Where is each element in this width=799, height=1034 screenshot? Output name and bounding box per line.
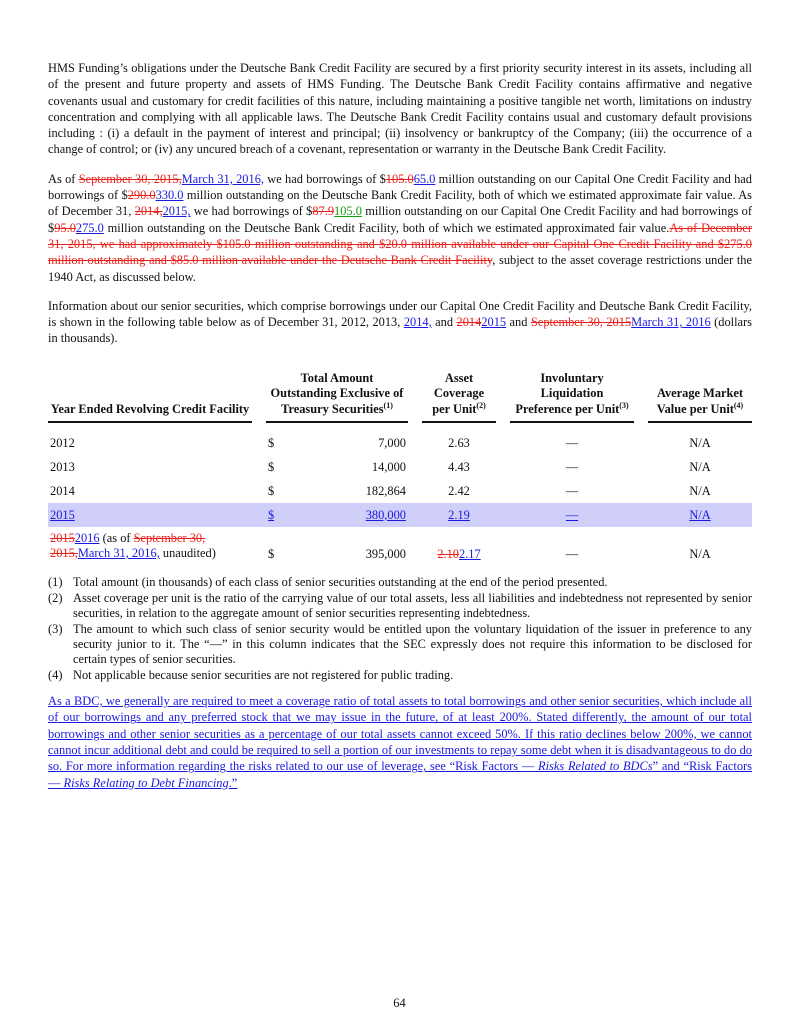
deleted-text: 2015 bbox=[50, 531, 75, 546]
text: we had borrowings of $ bbox=[263, 171, 386, 186]
spacer bbox=[634, 503, 648, 527]
inserted-text: ” and “Risk Factors — bbox=[48, 759, 752, 790]
deleted-text: 2014, bbox=[134, 204, 163, 219]
inserted-text-italic: Risks Relating to Debt Financing bbox=[63, 775, 229, 790]
footnote-number: (3) bbox=[48, 621, 63, 636]
text: and bbox=[506, 315, 531, 330]
spacer bbox=[496, 479, 510, 503]
spacer bbox=[408, 503, 422, 527]
cell-coverage: 2.63 bbox=[448, 435, 470, 450]
spacer bbox=[252, 371, 266, 424]
deleted-text: 2014 bbox=[456, 315, 482, 330]
footnote-ref: (2) bbox=[476, 400, 486, 410]
cell-market bbox=[648, 503, 752, 527]
paragraph-senior-securities-intro bbox=[48, 298, 752, 347]
deleted-text: 105.0 bbox=[385, 171, 414, 186]
text: and bbox=[431, 315, 457, 330]
footnote-text: Not applicable because senior securities are not registered for public trading. bbox=[73, 667, 454, 682]
spacer bbox=[252, 503, 266, 527]
paragraph-borrowings bbox=[48, 171, 752, 285]
cell-coverage bbox=[422, 527, 496, 565]
spacer bbox=[634, 479, 648, 503]
inserted-text: March 31, 2016 bbox=[631, 315, 711, 330]
footnote-text: Total amount (in thousands) of each class of senior securities outstanding at the end of the period presented. bbox=[73, 575, 608, 590]
inserted-text: 105.0 bbox=[334, 204, 362, 219]
table-row-inserted bbox=[48, 503, 752, 527]
cell-currency: $ bbox=[268, 547, 275, 562]
footnote-text: The amount to which such class of senior security would be entitled upon the voluntary liquidation of the issuer in preference to any security junior to it. The “—” in this column indicates that the SEC expressly does not require this information to be disclosed for certain types of senior securities. bbox=[73, 621, 752, 667]
table-row bbox=[48, 423, 752, 455]
inserted-text-italic: Risks Related to BDCs bbox=[538, 759, 653, 774]
paragraph-bdc-coverage-ratio bbox=[48, 693, 752, 791]
text: (as of bbox=[99, 531, 134, 546]
footnote bbox=[48, 591, 752, 621]
text: million outstanding on our Capital One Credit Facility and had borrowings of $ bbox=[48, 171, 752, 203]
header-average-market-value bbox=[648, 371, 752, 424]
spacer bbox=[496, 423, 510, 455]
inserted-text: As a BDC, we generally are required to meet a coverage ratio of total assets to total borrowings and other senior securities, which include all of our borrowings and any preferred stock that we may issue in the future, of at least 200%. Stated differently, the amount of our total borrowings and other senior securities as a percentage of our total assets cannot exceed 50%. If this ratio declines below 200%, we cannot cannot incur additional debt and could be required to sell a portion of our investments to repay some debt when it is disadvantageous to do do so. For more information regarding the risks related to our use of leverage, see “Risk Factors — bbox=[48, 694, 752, 774]
deleted-text: September 30, 2015, bbox=[78, 171, 182, 186]
text: As of bbox=[48, 171, 79, 186]
spacer bbox=[408, 371, 422, 424]
inserted-text: March 31, 2016, bbox=[77, 546, 160, 561]
deleted-text: 87.9 bbox=[312, 204, 335, 219]
cell-amount: 395,000 bbox=[365, 547, 406, 562]
cell-currency: $ bbox=[268, 483, 275, 498]
header-involuntary-liquidation bbox=[510, 371, 634, 424]
spacer bbox=[496, 503, 510, 527]
header-year bbox=[48, 371, 252, 424]
cell-market: N/A bbox=[689, 483, 711, 498]
inserted-text: $ bbox=[268, 507, 275, 522]
spacer bbox=[634, 455, 648, 479]
spacer bbox=[634, 527, 648, 565]
cell-amount bbox=[290, 503, 408, 527]
header-total-amount bbox=[266, 371, 408, 424]
document-page bbox=[48, 60, 752, 804]
text: million outstanding on the Deutsche Bank Credit Facility, both of which we estimated approximate fair value. As of December 31, bbox=[48, 188, 752, 219]
cell-market: N/A bbox=[689, 459, 711, 474]
footnote-number: (1) bbox=[48, 575, 63, 590]
deleted-text: 2.10 bbox=[437, 547, 459, 562]
spacer bbox=[496, 527, 510, 565]
page-number: 64 bbox=[393, 996, 406, 1010]
text: unaudited) bbox=[159, 546, 216, 561]
cell-liquidation: — bbox=[565, 459, 579, 474]
cell-coverage: 2.42 bbox=[448, 483, 470, 498]
footnote-number: (4) bbox=[48, 667, 63, 682]
spacer bbox=[408, 479, 422, 503]
spacer bbox=[408, 423, 422, 455]
cell-year bbox=[48, 527, 252, 565]
cell-liquidation: — bbox=[565, 435, 579, 450]
inserted-text: .” bbox=[228, 775, 238, 790]
footnotes-list bbox=[48, 575, 752, 683]
header-label: Average Market Value per Unit bbox=[656, 386, 744, 416]
footnote-ref: (4) bbox=[733, 400, 744, 410]
spacer bbox=[634, 371, 648, 424]
deleted-text: 290.0 bbox=[127, 188, 156, 203]
cell-year: 2012 bbox=[50, 435, 75, 450]
cell-liquidation bbox=[510, 503, 634, 527]
deleted-text: September 30, 2015 bbox=[530, 315, 632, 330]
footnote bbox=[48, 622, 752, 668]
inserted-text: 380,000 bbox=[365, 507, 406, 522]
cell-market: N/A bbox=[689, 547, 711, 562]
paragraph-hms-funding-obligations: HMS Funding’s obligations under the Deutsche Bank Credit Facility are secured by a first priority security interest in its assets, including all of the present and future property and assets of HMS Funding. The Deutsche Bank Credit Facility contains affirmative and negative covenants usual and customary for credit facilities of this nature, including maintaining a positive tangible net worth, limitations on industry concentration and complying with all applicable laws. The Deutsche Bank Credit Facility contains usual and customary default provisions including : (i) a default in the payment of interest and principal; (ii) insolvency or bankruptcy of the Company; (iii) the occurrence of a change of control; or (iv) any uncured breach of a covenant, representation or warranty in the Deutsche Bank Credit Facility. bbox=[48, 61, 752, 157]
header-label: Total Amount Outstanding Exclusive of Treasury Securities bbox=[270, 370, 404, 416]
table-header-row bbox=[48, 371, 752, 424]
inserted-text: 2015 bbox=[481, 315, 507, 330]
senior-securities-table bbox=[48, 371, 752, 566]
footnote bbox=[48, 575, 752, 590]
footnote-ref: (3) bbox=[619, 400, 629, 410]
cell-amount: 182,864 bbox=[365, 483, 406, 498]
cell-coverage bbox=[422, 503, 496, 527]
cell-coverage: 4.43 bbox=[448, 459, 470, 474]
inserted-text: 2015, bbox=[162, 204, 191, 219]
cell-year: 2013 bbox=[50, 459, 75, 474]
cell-amount: 7,000 bbox=[378, 435, 406, 450]
inserted-text: — bbox=[565, 507, 579, 522]
inserted-text: March 31, 2016, bbox=[181, 171, 264, 186]
deleted-text: As of December 31, 2015, we had approximately $105.0 million outstanding and $20.0 million available under our Capital One Credit Facility and $275.0 million outstanding and $85.0 million available under the Deutsche Bank Credit Facility bbox=[48, 220, 752, 268]
table-row bbox=[48, 479, 752, 503]
inserted-text: 2014, bbox=[403, 315, 432, 330]
header-asset-coverage bbox=[422, 371, 496, 424]
header-label: Year Ended Revolving Credit Facility bbox=[50, 401, 250, 416]
cell-liquidation: — bbox=[565, 483, 579, 498]
text: Information about our senior securities, which comprise borrowings under our Capital One Credit Facility and Deutsche Bank Credit Facility, is shown in the following table below as of December 31, 2012, 2013, bbox=[48, 298, 752, 330]
spacer bbox=[496, 371, 510, 424]
cell-currency: $ bbox=[268, 435, 275, 450]
cell-year: 2014 bbox=[50, 483, 75, 498]
text: million outstanding on our Capital One Credit Facility and had borrowings of $ bbox=[48, 204, 753, 235]
deleted-text: September 30, bbox=[133, 531, 206, 546]
footnote-number: (2) bbox=[48, 590, 63, 605]
spacer bbox=[252, 479, 266, 503]
spacer bbox=[408, 527, 422, 565]
table-row bbox=[48, 455, 752, 479]
table-row bbox=[48, 527, 752, 565]
inserted-text: 2016 bbox=[74, 531, 100, 546]
inserted-text: 275.0 bbox=[75, 220, 104, 235]
footnote-text: Asset coverage per unit is the ratio of the carrying value of our total assets, less all liabilities and indebtedness not represented by senior securities, in relation to the aggregate amount of senior securities representing indebtedness. bbox=[73, 590, 752, 621]
inserted-text: N/A bbox=[689, 507, 711, 522]
text: we had borrowings of $ bbox=[190, 204, 313, 219]
cell-currency: $ bbox=[268, 459, 275, 474]
cell-year bbox=[48, 503, 252, 527]
spacer bbox=[252, 455, 266, 479]
inserted-text: 2.19 bbox=[448, 507, 470, 522]
cell-currency bbox=[266, 503, 290, 527]
deleted-text: 95.0 bbox=[54, 220, 76, 235]
inserted-text: 2015 bbox=[50, 507, 75, 522]
header-label: Asset Coverage per Unit bbox=[432, 370, 485, 416]
spacer bbox=[496, 455, 510, 479]
header-label: Involuntary Liquidation Preference per Unit bbox=[515, 370, 620, 416]
footnote-ref: (1) bbox=[383, 400, 393, 410]
spacer bbox=[252, 423, 266, 455]
spacer bbox=[634, 423, 648, 455]
spacer bbox=[408, 455, 422, 479]
cell-market: N/A bbox=[689, 435, 711, 450]
deleted-text: 2015, bbox=[50, 546, 78, 561]
text: million outstanding on the Deutsche Bank Credit Facility, both of which we estimated approximated fair value. bbox=[103, 220, 670, 235]
text: , subject to the asset coverage restrictions under the 1940 Act, as discussed below. bbox=[48, 253, 753, 284]
inserted-text: 2.17 bbox=[459, 547, 481, 562]
cell-amount: 14,000 bbox=[371, 459, 406, 474]
text: (dollars in thousands). bbox=[48, 315, 752, 346]
cell-liquidation: — bbox=[565, 547, 579, 562]
inserted-text: 65.0 bbox=[413, 171, 436, 186]
footnote bbox=[48, 668, 752, 683]
spacer bbox=[252, 527, 266, 565]
inserted-text: 330.0 bbox=[155, 188, 184, 203]
